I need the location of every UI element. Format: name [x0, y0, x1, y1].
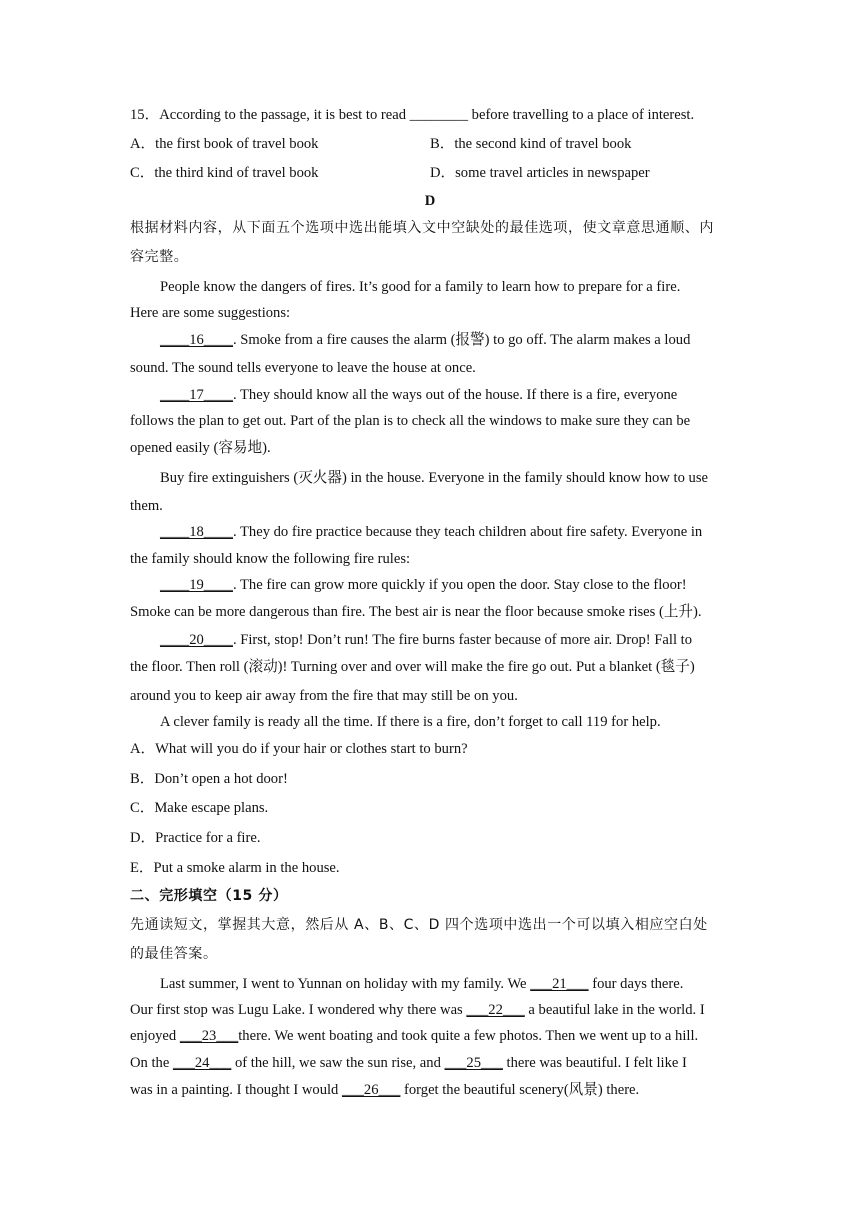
passage-d-p3-line2: follows the plan to get out. Part of the plan is to check all the windows to make sure they can be — [130, 413, 691, 429]
section-d-option-e: E．Put a smoke alarm in the house. — [130, 860, 340, 876]
cloze-line-5 — [130, 1080, 730, 1100]
q15-option-d: D．some travel articles in newspaper — [430, 165, 650, 181]
passage-d-p4-line2: them. — [130, 498, 163, 514]
passage-d-p2-line2: sound. The sound tells everyone to leave the house at once. — [130, 360, 476, 376]
passage-text: . The fire can grow more quickly if you open the door. Stay close to the floor! — [232, 577, 687, 593]
section-2-instruction-2: 的最佳答案。 — [130, 946, 218, 962]
cloze-line-3 — [130, 1026, 730, 1046]
passage-text: . They should know all the ways out of the house. If there is a fire, everyone — [232, 387, 678, 403]
passage-d-p8-line1: A clever family is ready all the time. If there is a fire, don’t forget to call 119 for help. — [160, 714, 661, 730]
passage-d-p5-line1 — [160, 522, 730, 542]
passage-d-p6-line1 — [160, 575, 730, 595]
passage-d-p3-line3: opened easily (容易地). — [130, 440, 271, 456]
passage-d-p1-line1: People know the dangers of fires. It’s good for a family to learn how to prepare for a fire. — [160, 279, 681, 295]
passage-d-p2-line1 — [160, 330, 730, 350]
section-d-instruction-1: 根据材料内容，从下面五个选项中选出能填入文中空缺处的最佳选项，使文章意思通顺、内 — [130, 220, 714, 236]
passage-d-p7-line1 — [160, 630, 730, 650]
section-d-option-c: C．Make escape plans. — [130, 800, 269, 816]
section-2-instruction-1: 先通读短文，掌握其大意，然后从 A、B、C、D 四个选项中选出一个可以填入相应空白处 — [130, 917, 708, 933]
passage-d-p4-line1: Buy fire extinguishers (灭火器) in the house. Everyone in the family should know how to use — [160, 470, 708, 486]
section-d-instruction-2: 容完整。 — [130, 249, 189, 265]
blank-18[interactable]: ____18____ — [160, 524, 233, 540]
blank-16[interactable]: ____16____ — [160, 332, 233, 348]
passage-d-p7-line3: around you to keep air away from the fire that may still be on you. — [130, 688, 518, 704]
passage-d-p6-line2: Smoke can be more dangerous than fire. The best air is near the floor because smoke rises (上升). — [130, 604, 702, 620]
cloze-line-2 — [130, 1000, 730, 1020]
q15-option-b: B．the second kind of travel book — [430, 136, 632, 152]
cloze-text: there was beautiful. I felt like I — [502, 1055, 687, 1071]
cloze-text: Last summer, I went to Yunnan on holiday with my family. We — [160, 976, 531, 992]
cloze-text: of the hill, we saw the sun rise, and — [231, 1055, 445, 1071]
passage-text: . Smoke from a fire causes the alarm (报警) to go off. The alarm makes a loud — [232, 332, 691, 348]
cloze-text: On the — [130, 1055, 173, 1071]
section-d-option-d: D．Practice for a fire. — [130, 830, 261, 846]
blank-17[interactable]: ____17____ — [160, 387, 233, 403]
section-2-heading: 二、完形填空（15 分） — [130, 888, 288, 904]
passage-d-p7-line2: the floor. Then roll (滚动)! Turning over and over will make the fire go out. Put a blanket (毯子) — [130, 659, 695, 675]
q15-stem: 15．According to the passage, it is best to read ________ before travelling to a place of interest. — [130, 107, 695, 123]
passage-d-p5-line2: the family should know the following fire rules: — [130, 551, 411, 567]
cloze-line-4 — [130, 1053, 730, 1073]
blank-22[interactable]: ___22___ — [466, 1002, 525, 1018]
passage-text: . First, stop! Don’t run! The fire burns faster because of more air. Drop! Fall to — [232, 632, 693, 648]
passage-d-p1-line2: Here are some suggestions: — [130, 305, 291, 321]
cloze-text: forget the beautiful scenery(风景) there. — [400, 1082, 640, 1098]
passage-d-p3-line1 — [160, 385, 730, 405]
blank-20[interactable]: ____20____ — [160, 632, 233, 648]
cloze-text: enjoyed — [130, 1028, 180, 1044]
cloze-text: four days there. — [588, 976, 684, 992]
cloze-text: there. We went boating and took quite a few photos. Then we went up to a hill. — [238, 1028, 699, 1044]
section-d-option-a: A．What will you do if your hair or clothes start to burn? — [130, 741, 468, 757]
blank-21[interactable]: ___21___ — [530, 976, 589, 992]
blank-24[interactable]: ___24___ — [172, 1055, 232, 1071]
cloze-text: Our first stop was Lugu Lake. I wondered why there was — [130, 1002, 467, 1018]
cloze-text: a beautiful lake in the world. I — [524, 1002, 705, 1018]
cloze-text: was in a painting. I thought I would — [130, 1082, 342, 1098]
blank-25[interactable]: ___25___ — [444, 1055, 503, 1071]
blank-19[interactable]: ____19____ — [160, 577, 233, 593]
section-d-heading: D — [424, 193, 436, 209]
cloze-line-1 — [160, 974, 730, 994]
passage-text: . They do fire practice because they teach children about fire safety. Everyone in — [232, 524, 703, 540]
blank-23[interactable]: ___23___ — [179, 1028, 239, 1044]
q15-option-c: C．the third kind of travel book — [130, 165, 319, 181]
blank-26[interactable]: ___26___ — [342, 1082, 401, 1098]
section-d-option-b: B．Don’t open a hot door! — [130, 771, 288, 787]
q15-option-a: A．the first book of travel book — [130, 136, 319, 152]
